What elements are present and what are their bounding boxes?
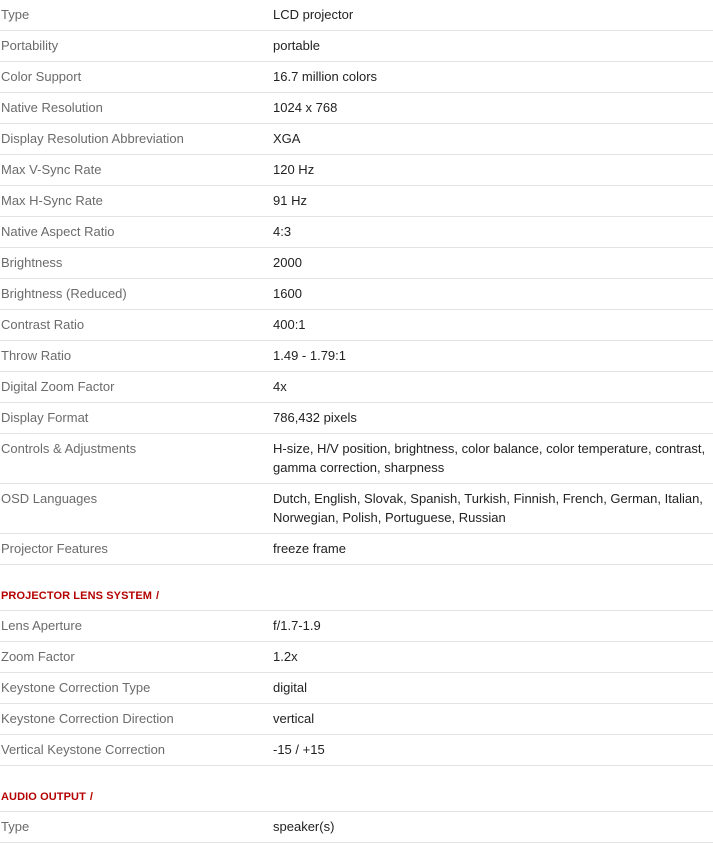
lens-system-section xyxy=(0,565,713,766)
spec-value: 400:1 xyxy=(273,317,306,332)
spec-row-audio-type xyxy=(0,812,713,843)
spec-row-max-v-sync xyxy=(0,155,713,186)
spec-label: Max V-Sync Rate xyxy=(1,162,102,177)
section-title: AUDIO OUTPUT xyxy=(1,791,86,803)
spec-value: portable xyxy=(273,38,320,53)
spec-label: Portability xyxy=(1,38,59,53)
spec-row-portability xyxy=(0,31,713,62)
section-heading xyxy=(0,766,713,812)
spec-value: 1.2x xyxy=(273,649,298,664)
spec-row-throw-ratio xyxy=(0,341,713,372)
spec-value: vertical xyxy=(273,711,315,726)
section-title: PROJECTOR LENS SYSTEM xyxy=(1,590,153,602)
spec-label: Brightness (Reduced) xyxy=(1,286,127,301)
spec-label: Vertical Keystone Correction xyxy=(1,742,166,757)
spec-value: f/1.7-1.9 xyxy=(273,618,321,633)
spec-row-projector-features xyxy=(0,534,713,565)
spec-value: LCD projector xyxy=(273,7,354,22)
spec-label: Keystone Correction Direction xyxy=(1,711,174,726)
spec-row-aspect-ratio xyxy=(0,217,713,248)
spec-value: digital xyxy=(273,680,307,695)
spec-label: OSD Languages xyxy=(1,491,98,506)
spec-label: Native Aspect Ratio xyxy=(1,224,115,239)
spec-value: 1600 xyxy=(273,286,302,301)
spec-value: H-size, H/V position, brightness, color balance, color temperature, contrast, gamma correction, sharpness xyxy=(273,441,706,475)
spec-label: Display Resolution Abbreviation xyxy=(1,131,184,146)
spec-label: Contrast Ratio xyxy=(1,317,85,332)
section-separator: / xyxy=(89,791,94,803)
spec-row-lens-aperture xyxy=(0,611,713,642)
spec-value: 2000 xyxy=(273,255,302,270)
spec-value: 120 Hz xyxy=(273,162,315,177)
spec-row-osd-languages xyxy=(0,484,713,534)
spec-label: Display Format xyxy=(1,410,89,425)
spec-row-native-resolution xyxy=(0,93,713,124)
spec-row-display-format xyxy=(0,403,713,434)
spec-label: Native Resolution xyxy=(1,100,103,115)
spec-row-max-h-sync xyxy=(0,186,713,217)
spec-label: Brightness xyxy=(1,255,63,270)
spec-label: Type xyxy=(1,7,30,22)
spec-row-zoom-factor xyxy=(0,642,713,673)
spec-label: Projector Features xyxy=(1,541,108,556)
spec-label: Zoom Factor xyxy=(1,649,75,664)
spec-value: 1024 x 768 xyxy=(273,100,338,115)
spec-value: freeze frame xyxy=(273,541,346,556)
spec-label: Digital Zoom Factor xyxy=(1,379,115,394)
spec-label: Max H-Sync Rate xyxy=(1,193,103,208)
spec-value: 4x xyxy=(273,379,287,394)
spec-label: Throw Ratio xyxy=(1,348,72,363)
section-heading xyxy=(0,565,713,611)
spec-label: Keystone Correction Type xyxy=(1,680,151,695)
spec-row-digital-zoom xyxy=(0,372,713,403)
spec-value: 786,432 pixels xyxy=(273,410,357,425)
spec-value: 91 Hz xyxy=(273,193,307,208)
spec-value: Dutch, English, Slovak, Spanish, Turkish, Finnish, French, German, Italian, Norwegian, Polish, Portuguese, Russian xyxy=(273,491,703,525)
spec-row-vertical-keystone xyxy=(0,735,713,766)
spec-value: -15 / +15 xyxy=(273,742,325,757)
spec-value: XGA xyxy=(273,131,301,146)
spec-row-type xyxy=(0,0,713,31)
spec-row-resolution-abbreviation xyxy=(0,124,713,155)
spec-row-brightness xyxy=(0,248,713,279)
spec-value: 4:3 xyxy=(273,224,292,239)
spec-row-color-support xyxy=(0,62,713,93)
spec-row-brightness-reduced xyxy=(0,279,713,310)
spec-label: Type xyxy=(1,819,30,834)
spec-value: speaker(s) xyxy=(273,819,335,834)
audio-output-section xyxy=(0,766,713,843)
spec-value: 1.49 - 1.79:1 xyxy=(273,348,346,363)
spec-row-keystone-type xyxy=(0,673,713,704)
spec-row-keystone-direction xyxy=(0,704,713,735)
section-separator: / xyxy=(156,590,160,602)
spec-row-contrast-ratio xyxy=(0,310,713,341)
spec-label: Color Support xyxy=(1,69,82,84)
spec-label: Lens Aperture xyxy=(1,618,82,633)
spec-value: 16.7 million colors xyxy=(273,69,378,84)
spec-row-controls-adjustments xyxy=(0,434,713,484)
spec-label: Controls & Adjustments xyxy=(1,441,137,456)
